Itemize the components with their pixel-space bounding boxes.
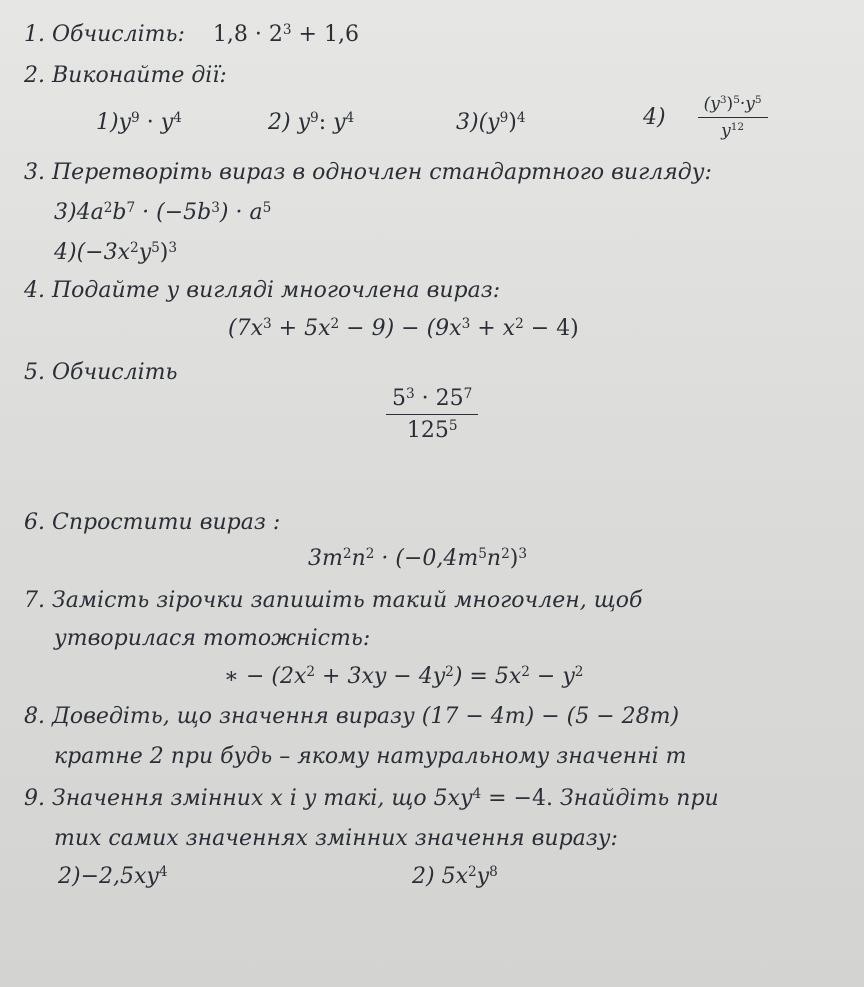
task-4-label: 4. Подайте у вигляді многочлена вираз: [24, 278, 501, 303]
task-9-line-1: 9. Значення змінних x і y такі, що $5xy^4 = -4$. Знайдіть при [24, 785, 719, 811]
task-8-line-1: 8. Доведіть, що значення виразу (17 − 4m) − (5 − 28m) [24, 704, 680, 729]
task-4-expression: $(7x^3 + 5x^2 - 9) - (9x^3 + x^2 - 4)$ [228, 315, 579, 341]
task-1 [24, 22, 359, 47]
task-6-label: 6. Спростити вираз : [24, 510, 281, 535]
task-9-sub-1: $2)-2,5xy^4$ [58, 863, 168, 889]
task-5-fraction: $\frac{5^3 \cdot 25^7}{125^5}$ [386, 386, 478, 443]
task-5-label: 5. Обчисліть [24, 360, 178, 385]
task-1-expression: $1,8 \cdot 2^3 + 1,6$ [212, 21, 359, 47]
task-3-sub-4: $4)(-3x^2y^5)^3$ [54, 239, 178, 265]
task-6-expression: $3m^2n^2 \cdot (-0,4m^5n^2)^3$ [308, 545, 528, 571]
task-3-label: 3. Перетворіть вираз в одночлен стандартного вигляду: [24, 160, 712, 185]
task-3-sub-3: $3)4a^2b^7 \cdot (-5b^3) \cdot a^5$ [54, 199, 272, 225]
task-9-line-2: тих самих значеннях змінних значення виразу: [54, 826, 618, 851]
task-1-label: 1. Обчисліть: [24, 22, 185, 47]
task-8-line-2: кратне 2 при будь – якому натуральному значенні m [54, 744, 687, 769]
task-7-expression: ∗ − $(2x^2 + 3xy - 4y^2) = 5x^2 - y^2$ [224, 663, 584, 689]
task-2-sub-3: $3)(y^9)^4$ [456, 109, 526, 135]
task-2-sub-1: $1)y^9 \cdot y^4$ [96, 109, 182, 135]
task-2-label: 2. Виконайте дії: [24, 63, 227, 88]
task-7-label-line-1: 7. Замість зірочки запишіть такий многочлен, щоб [24, 588, 643, 613]
task-2-sub-4: 4) $\frac{(y^3)^5\cdot y^5}{y^{12}}$ [643, 94, 768, 141]
task-9-sub-2: 2) $5x^2y^8$ [412, 863, 498, 889]
task-2-sub-2: 2) $y^9$: $y^4$ [268, 109, 355, 135]
task-7-label-line-2: утворилася тотожність: [54, 626, 371, 651]
task-2-sub-4-fraction: $\frac{(y^3)^5\cdot y^5}{y^{12}}$ [698, 94, 768, 141]
